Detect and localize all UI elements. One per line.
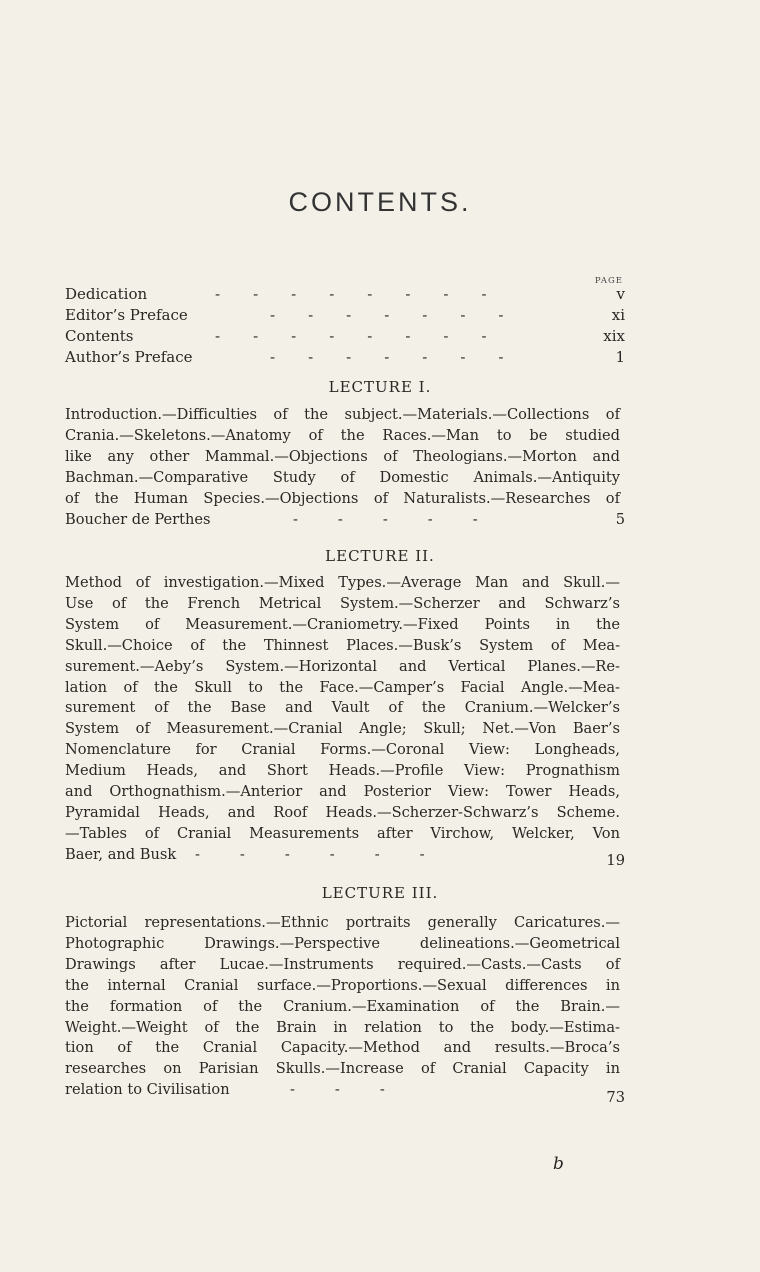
toc-entry-label: Author’s Preface xyxy=(65,348,193,366)
toc-entry-page: 1 xyxy=(615,348,625,366)
summary-line: —Tables of Cranial Measurements after Virchow, Welcker, Von xyxy=(65,824,620,842)
summary-last-line xyxy=(65,510,625,531)
toc-entry-label: Dedication xyxy=(65,285,148,303)
summary-line: Introduction.—Difficulties of the subject.—Materials.—Collections of xyxy=(65,406,620,423)
toc-entry-contents[interactable] xyxy=(65,325,625,347)
summary-line: Medium Heads, and Short Heads.—Profile View: Prognathism xyxy=(65,762,620,780)
summary-line: surement of the Base and Vault of the Cranium.—Welcker’s xyxy=(65,699,620,717)
page-title: CONTENTS. xyxy=(288,187,472,217)
summary-line: researches on Parisian Skulls.—Increase of Cranial Capacity in xyxy=(65,1060,620,1078)
summary-line: lation of the Skull to the Face.—Camper’s Facial Angle.—Mea- xyxy=(65,678,620,696)
summary-line: and Orthognathism.—Anterior and Posterior View: Tower Heads, xyxy=(65,783,620,801)
summary-line: Pyramidal Heads, and Roof Heads.—Scherzer-Schwarz’s Scheme. xyxy=(65,803,620,821)
summary-line: the internal Cranial surface.—Proportions.—Sexual differences in xyxy=(65,976,620,994)
leader-dots: -------- xyxy=(215,285,520,303)
summary-line: Method of investigation.—Mixed Types.—Average Man and Skull.— xyxy=(65,574,620,591)
lecture-heading: LECTURE I. xyxy=(328,378,432,396)
summary-line: Nomenclature for Cranial Forms.—Coronal View: Longheads, xyxy=(65,741,620,759)
summary-last-line xyxy=(65,1080,625,1107)
toc-entry-label: Contents xyxy=(65,327,134,345)
toc-entry-editors-preface[interactable] xyxy=(65,304,625,326)
summary-line: like any other Mammal.—Objections of Theologians.—Morton and xyxy=(65,447,620,465)
leader-dots: --- xyxy=(290,1081,425,1099)
summary-line: Pictorial representations.—Ethnic portraits generally Caricatures.— xyxy=(65,914,620,931)
summary-line: Bachman.—Comparative Study of Domestic Animals.—Antiquity xyxy=(65,468,620,486)
lecture-summary[interactable] xyxy=(65,405,625,530)
summary-line: System of Measurement.—Cranial Angle; Skull; Net.—Von Baer’s xyxy=(65,720,620,738)
lecture-page: 73 xyxy=(606,1089,625,1107)
summary-line: Boucher de Perthes xyxy=(65,510,211,528)
lecture-summary[interactable] xyxy=(65,913,625,1107)
toc-entry-page: xi xyxy=(611,306,625,324)
lecture-page: 19 xyxy=(606,851,625,869)
summary-line: Skull.—Choice of the Thinnest Places.—Busk’s System of Mea- xyxy=(65,636,620,654)
leader-dots: ------- xyxy=(270,306,537,324)
summary-line: System of Measurement.—Craniometry.—Fixed Points in the xyxy=(65,615,620,633)
leader-dots: ----- xyxy=(293,510,518,528)
leader-dots: ------ xyxy=(195,845,465,863)
summary-line: Baer, and Busk xyxy=(65,845,177,863)
summary-line: tion of the Cranial Capacity.—Method and results.—Broca’s xyxy=(65,1039,620,1057)
signature-mark: b xyxy=(553,1154,564,1174)
leader-dots: -------- xyxy=(215,327,520,345)
toc-entry-page: xix xyxy=(603,327,625,345)
summary-line: surement.—Aeby’s System.—Horizontal and Vertical Planes.—Re- xyxy=(65,657,620,675)
lecture-summary[interactable] xyxy=(65,573,625,869)
summary-line: Weight.—Weight of the Brain in relation to the body.—Estima- xyxy=(65,1018,620,1036)
summary-last-line xyxy=(65,845,625,869)
page-column-head: PAGE xyxy=(594,276,623,286)
toc-entry-dedication[interactable] xyxy=(65,283,625,305)
summary-line: of the Human Species.—Objections of Naturalists.—Researches of xyxy=(65,489,620,507)
lecture-heading: LECTURE III. xyxy=(321,884,439,902)
toc-entry-authors-preface[interactable] xyxy=(65,346,625,368)
summary-line: relation to Civilisation xyxy=(65,1081,230,1099)
summary-line: Photographic Drawings.—Perspective delineations.—Geometrical xyxy=(65,934,620,952)
toc-entry-label: Editor’s Preface xyxy=(65,306,188,324)
summary-line: Crania.—Skeletons.—Anatomy of the Races.—Man to be studied xyxy=(65,426,620,444)
lecture-page: 5 xyxy=(615,510,625,528)
toc-entry-page: v xyxy=(616,285,625,303)
summary-line: Use of the French Metrical System.—Scherzer and Schwarz’s xyxy=(65,594,620,612)
summary-line: the formation of the Cranium.—Examination of the Brain.— xyxy=(65,997,620,1015)
lecture-heading: LECTURE II. xyxy=(325,547,435,565)
summary-line: Drawings after Lucae.—Instruments required.—Casts.—Casts of xyxy=(65,955,620,973)
leader-dots: ------- xyxy=(270,348,537,366)
